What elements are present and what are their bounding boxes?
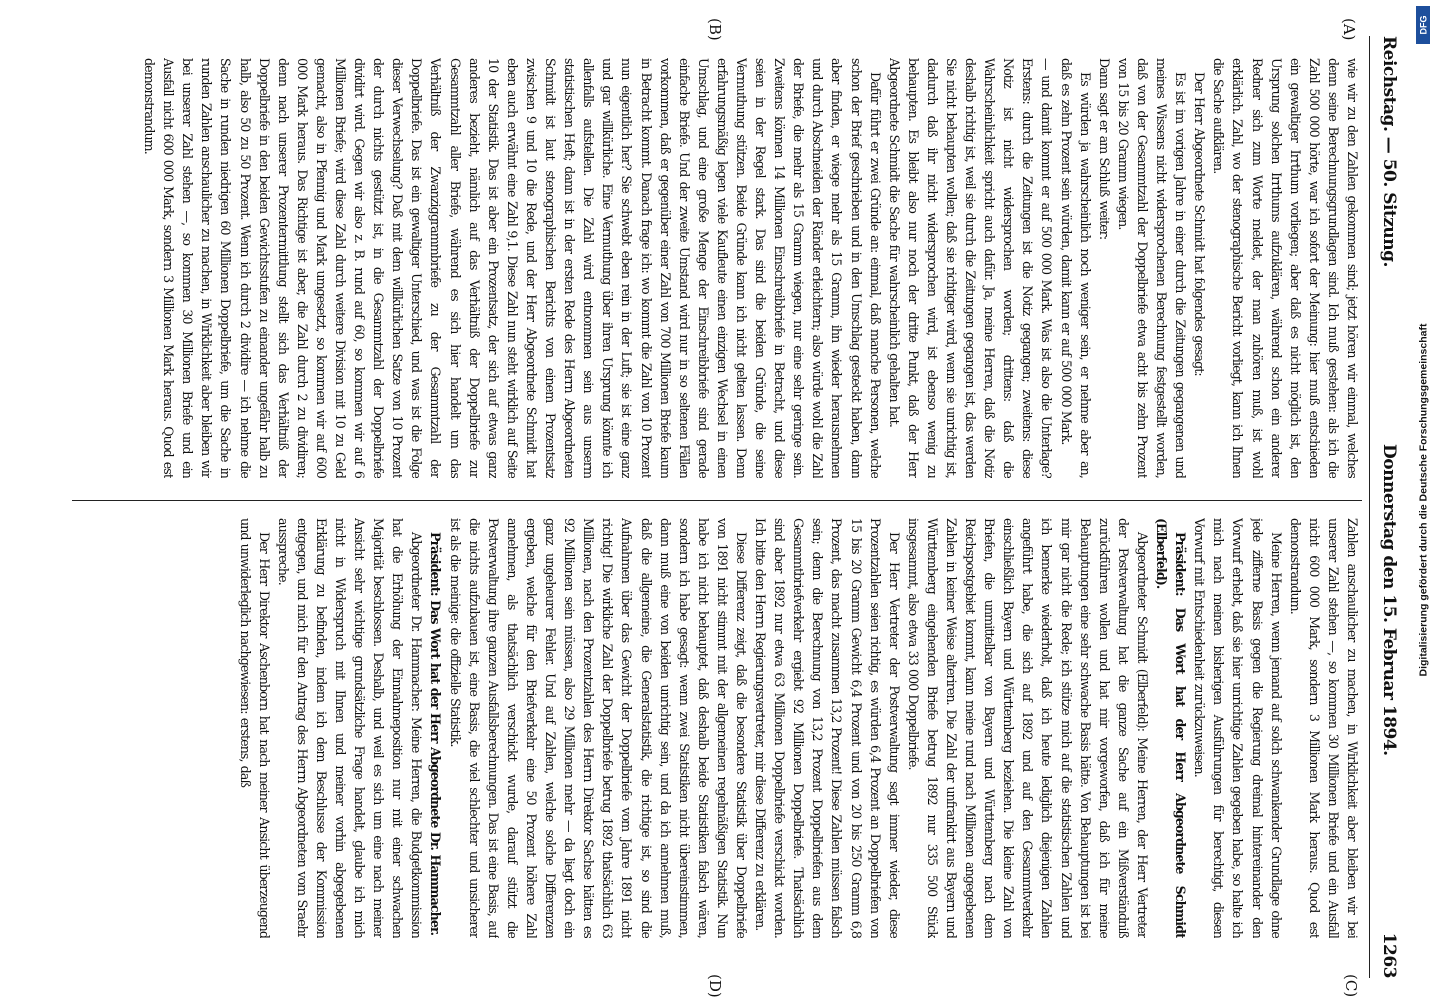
president-line: Präsident: Das Wort hat der Herr Abgeordnete Schmidt (Elberfeld). [1154,518,1189,938]
credit-text: Digitalisierung gefördert durch die Deutsche Forschungsgemeinschaft [1417,323,1430,677]
left-quote: Es würden ja wahrscheinlich noch weniger sein, er nehme aber an, daß es zehn Prozent sein würden, damit kann er auf 500 000 Mark. [1058,58,1093,478]
speech-schmidt: Abgeordneter Schmidt (Elberfeld): Meine Herren, der Herr Vertreter der Postverwaltung hat die ganze Sache auf ein Mißverständniß zurückführen wollen und hat mir vorgeworfen, daß ich für meine Behauptungen eine sehr schwache Basis hätte. Von Behauptungen ist bei mir gar nicht die Rede; ich stütze mich auf die statistischen Zahlen und ich bemerke wiederholt, daß ich heute lediglich diejenigen Zahlen angeführt habe, die sich auf 1892 und auf den Gesammtverkehr einschließlich Bayern und Württemberg beziehen. Die kleine Zahl von Briefen, die unmittelbar von Bayern und Württemberg nach dem Reichspostgebiet kommt, kann meine rund nach Millionen angegebenen Zahlen in keiner Weise alteriren. Die Zahl der unfrankirt aus Bayern und Württemberg eingehenden Briefe betrug 1892 nur 335 500 Stück insgesammt, also etwa 33 000 Doppelbriefe. [905,518,1150,938]
left-quote: Es ist im vorigen Jahre in einer durch die Zeitungen gegangenen und meines Wissens nicht widersprochenen Berechnung festgestellt worden, daß von der Gesammtzahl der Doppelbriefe etwa acht bis zehn Prozent von 15 bis 20 Gramm wiegen. [1115,58,1189,478]
digitization-credit [1414,16,1432,984]
right-paragraph: Meine Herren, wenn jemand auf solch schwankender Grundlage ohne jede zifferne Basis gegen die Regierung dreimal hintereinander den Vorwurf erhebt, daß sie hier unrichtige Zahlen gegeben habe, so halte ich mich nach meinen bisherigen Ausführungen für berechtigt, diesen Vorwurf mit Entschiedenheit zurückzuweisen. [1192,518,1284,938]
dfg-logo-text: DFG [1418,15,1428,35]
left-paragraph: Dafür führt er zwei Gründe an: einmal, daß manche Personen, welche schon der Brief geschrieben und in den Umschlag gesteckt haben, dann aber finden, er wiege mehr als 15 Gramm, ihn wieder herausnehmen und durch Abschneiden der Ränder erleichtern; also würde wohl die Zahl der Briefe, die mehr als 15 Gramm wiegen, nur eine sehr geringe sein. Zweitens können 14 Millionen Einschreibbriefe in Betracht, und diese seien in der Regel stark. Das sind die beiden Gründe, die seine Vermuthung stützen. Beide Gründe kann ich nicht gelten lassen. Denn erfahrungsmäßig legen viele Kaufleute einen einzigen Wechsel in einen Umschlag, und eine große Menge der Einschreibbriefe sind gerade einfache Briefe. Und der zweite Umstand wird nur in so seltenen Fällen vorkommen, daß er gegenüber einer Zahl von 700 Millionen Briefe kaum in Betracht kommt. Danach frage ich: wo kommt die Zahl von 10 Prozent nun eigentlich her? Sie schwebt eben rein in der Luft; sie ist eine ganz und gar willkürliche. Eine Vermuthung über ihren Ursprung könnte ich allenfalls aufstellen. Die Zahl wird entnommen sein aus unserm statistischen Heft; dann ist in der ersten Rede des Herrn Abgeordneten Schmidt ist laut stenographischen Berichts von einem Prozentsatz zwischen 9 und 10 die Rede, und der Herr Abgeordnete Schmidt hat eben auch erwähnt eine Zahl 9,1. Diese Zahl nun steht wirklich auf Seite 10 der Statistik. Das ist aber ein Prozentsatz, der sich auf etwas ganz anderes bezieht, nämlich auf das Verhältniß der Doppelbriefe zur Gesammtzahl aller Briefe, während es sich hier handelt um das Verhältniß der Zwanziggrammbriefe zu der Gesammtzahl der Doppelbriefe. Das ist ein gewaltiger Unterschied, und was ist die Folge dieser Verwechselung? Daß mit dem willkürlichen Satze von 10 Prozent der durch nichts gestützt ist, in die Gesammtzahl der Doppelbriefe dividirt wird. Gegen wir also z. B. rund auf 60, so kommen wir auf 6 Millionen Briefe; wird diese Zahl durch weitere Division mit 10 zu Geld gemacht, also in Pfennig und Mark umgesetzt, so kommen wir auf 600 000 Mark heraus. Das Richtige ist aber, die Zahl durch 2 zu dividiren; denn nach unserer Prozentermittlung stellt sich das Verhältniß der Doppelbriefe in den beiden Gewichtsstufen zu einander ungefähr halb zu halb, also 50 zu 50 Prozent. Wenn ich durch 2 dividire — ich nehme die Sache in runden niedrigen 60 Millionen Doppelbriefe, um die Sache in runden Zahlen anschaulicher zu machen, in Wirklichkeit aber bleiben wir bei unserer Zahl stehen —, so kommen 30 Millionen Briefe und ein Ausfall nicht 600 000 Mark, sondern 3 Millionen Mark heraus. Quod est demonstrandum. [142,58,883,478]
margin-marker-b: (B) [706,18,724,41]
margin-marker-d: (D) [706,974,724,998]
header-date: Donnerstag den 15. Februar 1894. [1379,444,1399,756]
margin-marker-c: (C) [1342,974,1360,998]
header-session: Reichstag. — 50. Sitzung. [1379,36,1399,267]
left-paragraph: — und damit kommt er auf 500 000 Mark. Was ist also die Unterlage? Erstens: durch die Zeitungen ist die Notiz gegangen; zweitens: diese Notiz ist nicht widersprochen worden; drittens: daß die Wahrscheinlichkeit spricht auch dafür. Ja, meine Herren, daß die Notiz deshalb richtig ist, weil sie durch die Zeitungen gegangen ist, das werden Sie nicht behaupten wollen; daß sie richtiger wird, wenn sie unrichtig ist, dadurch daß ihr nicht widersprochen wird, ist ebenso wenig zu behaupten. Es bleibt also nur noch der dritte Punkt, daß der Herr Abgeordnete Schmidt die Sache für wahrscheinlich gehalten hat. [886,58,1055,478]
speech-hammacher: Abgeordneter Dr. Hammacher: Meine Herren, die Budgetkommission hat die Erhöhung der Einnahmeposition nur mit einer schwachen Majorität beschlossen. Deshalb, und weil es sich um eine nach meiner Ansicht sehr wichtige grundsätzliche Frage handelt, glaube ich mich nicht in Widerspruch mit Ihnen und meiner vorhin abgegebenen Erklärung zu befinden, indem ich dem Beschlusse der Kommission entgegen, und mich für den Antrag des Herrn Abgeordneten vom Sraehr ausspreche. [275,518,425,938]
right-paragraph: Diese Differenz zeigt, daß die besondere Statistik über Doppelbriefe von 1891 nicht stimmt mit der allgemeinen regelmäßigen Statistik. Nun habe ich nicht behauptet, daß deshalb beide Statistiken falsch wären, sondern ich habe gesagt: wenn zwei Statistiken nicht übereinstimmen, dann muß eine von beiden unrichtig sein, und da ich annehmen muß, daß die allgemeine, die Generalstatistik, die richtige ist, so sind die Aufnahmen über das Gewicht der Doppelbriefe vom Jahre 1891 nicht richtig! Die wirkliche Zahl der Doppelbriefe betrug 1892 thatsächlich 63 Millionen, nach den Prozentzahlen des Herrn Direktor Sachse hätten es 92 Millionen sein müssen, also 29 Millionen mehr — da liegt doch ein ganz ungeheurer Fehler. Und auf Zahlen, welche solche Differenzen ergeben, welche für den Briefverkehr eine 50 Prozent höhere Zahl annehmen, als thatsächlich verschickt wurde, darauf stützt die Postverwaltung ihre ganzen Ausfallsberechnungen. Das ist eine Basis, auf die nichts aufzubauen ist, eine Basis, die viel schlechter und unsicherer ist als die meinige: die offizielle Statistik. [447,518,749,938]
right-column [72,518,1362,938]
president-line: Präsident: Das Wort hat der Herr Abgeordnete Dr. Hammacher. [428,532,444,936]
header-page-number: 1263 [1379,932,1399,978]
margin-marker-a: (A) [1340,18,1358,41]
header-rule [1369,36,1370,978]
left-paragraph: Dann sagt er am Schluß weiter: [1096,58,1112,240]
right-paragraph: Der Herr Vertreter der Postverwaltung sagt immer wieder, diese Prozentzahlen seien richtig, es würden 6,4 Prozent an Doppelbriefen von 15 bis 20 Gramm Gewicht 6,4 Prozent und von 20 bis 250 Gramm 6,8 Prozent, das macht zusammen 13,2 Prozent! Diese Zahlen müssen falsch sein; denn die Berechnung von 13,2 Prozent Doppelbriefen aus dem Gesammtbriefverkehr ergiebt 92 Millionen Doppelbriefe. Thatsächlich sind aber 1892 nur etwa 63 Millionen Doppelbriefe verschickt worden. Ich bitte den Herrn Regierungsvertreter, mir diese Differenz zu erklären. [753,518,902,938]
rotated-content [48,12,1414,998]
left-paragraph: wie wir zu den Zahlen gekommen sind; jetzt hören wir einmal, welches denn seine Berechnungsgrundlagen sind. Ich muß gestehen: als ich die Zahl 500 000 hörte, war ich sofort der Meinung: hier muß entschieden ein gewaltiger Irrthum vorliegen; aber daß es nicht möglich ist, den Ursprung solchen Irrthums aufzuklären, während schon ein anderer Redner sich zum Worte meldet, der man zuhören muß, ist wohl erklärlich. Zahl, wo der stenographische Bericht vorliegt, kann ich Ihnen die Sache aufklären. [1211,58,1360,478]
column-divider [72,500,1362,501]
left-paragraph: Der Herr Abgeordnete Schmidt hat folgendes gesagt: [1192,72,1208,376]
running-header [1372,36,1406,978]
right-paragraph: Zahlen anschaulicher zu machen, in Wirklichkeit aber bleiben wir bei unserer Zahl stehen —, so kommen 30 Millionen Briefe und ein Ausfall nicht 600 000 Mark, sondern 3 Millionen Mark heraus. Quod est demonstrandum. [1287,518,1360,938]
left-column [72,58,1362,478]
right-paragraph: Der Herr Direktor Aschenborn hat nach meiner Ansicht überzeugend und unwiderleglich nachgewiesen: erstens, daß [237,518,272,938]
